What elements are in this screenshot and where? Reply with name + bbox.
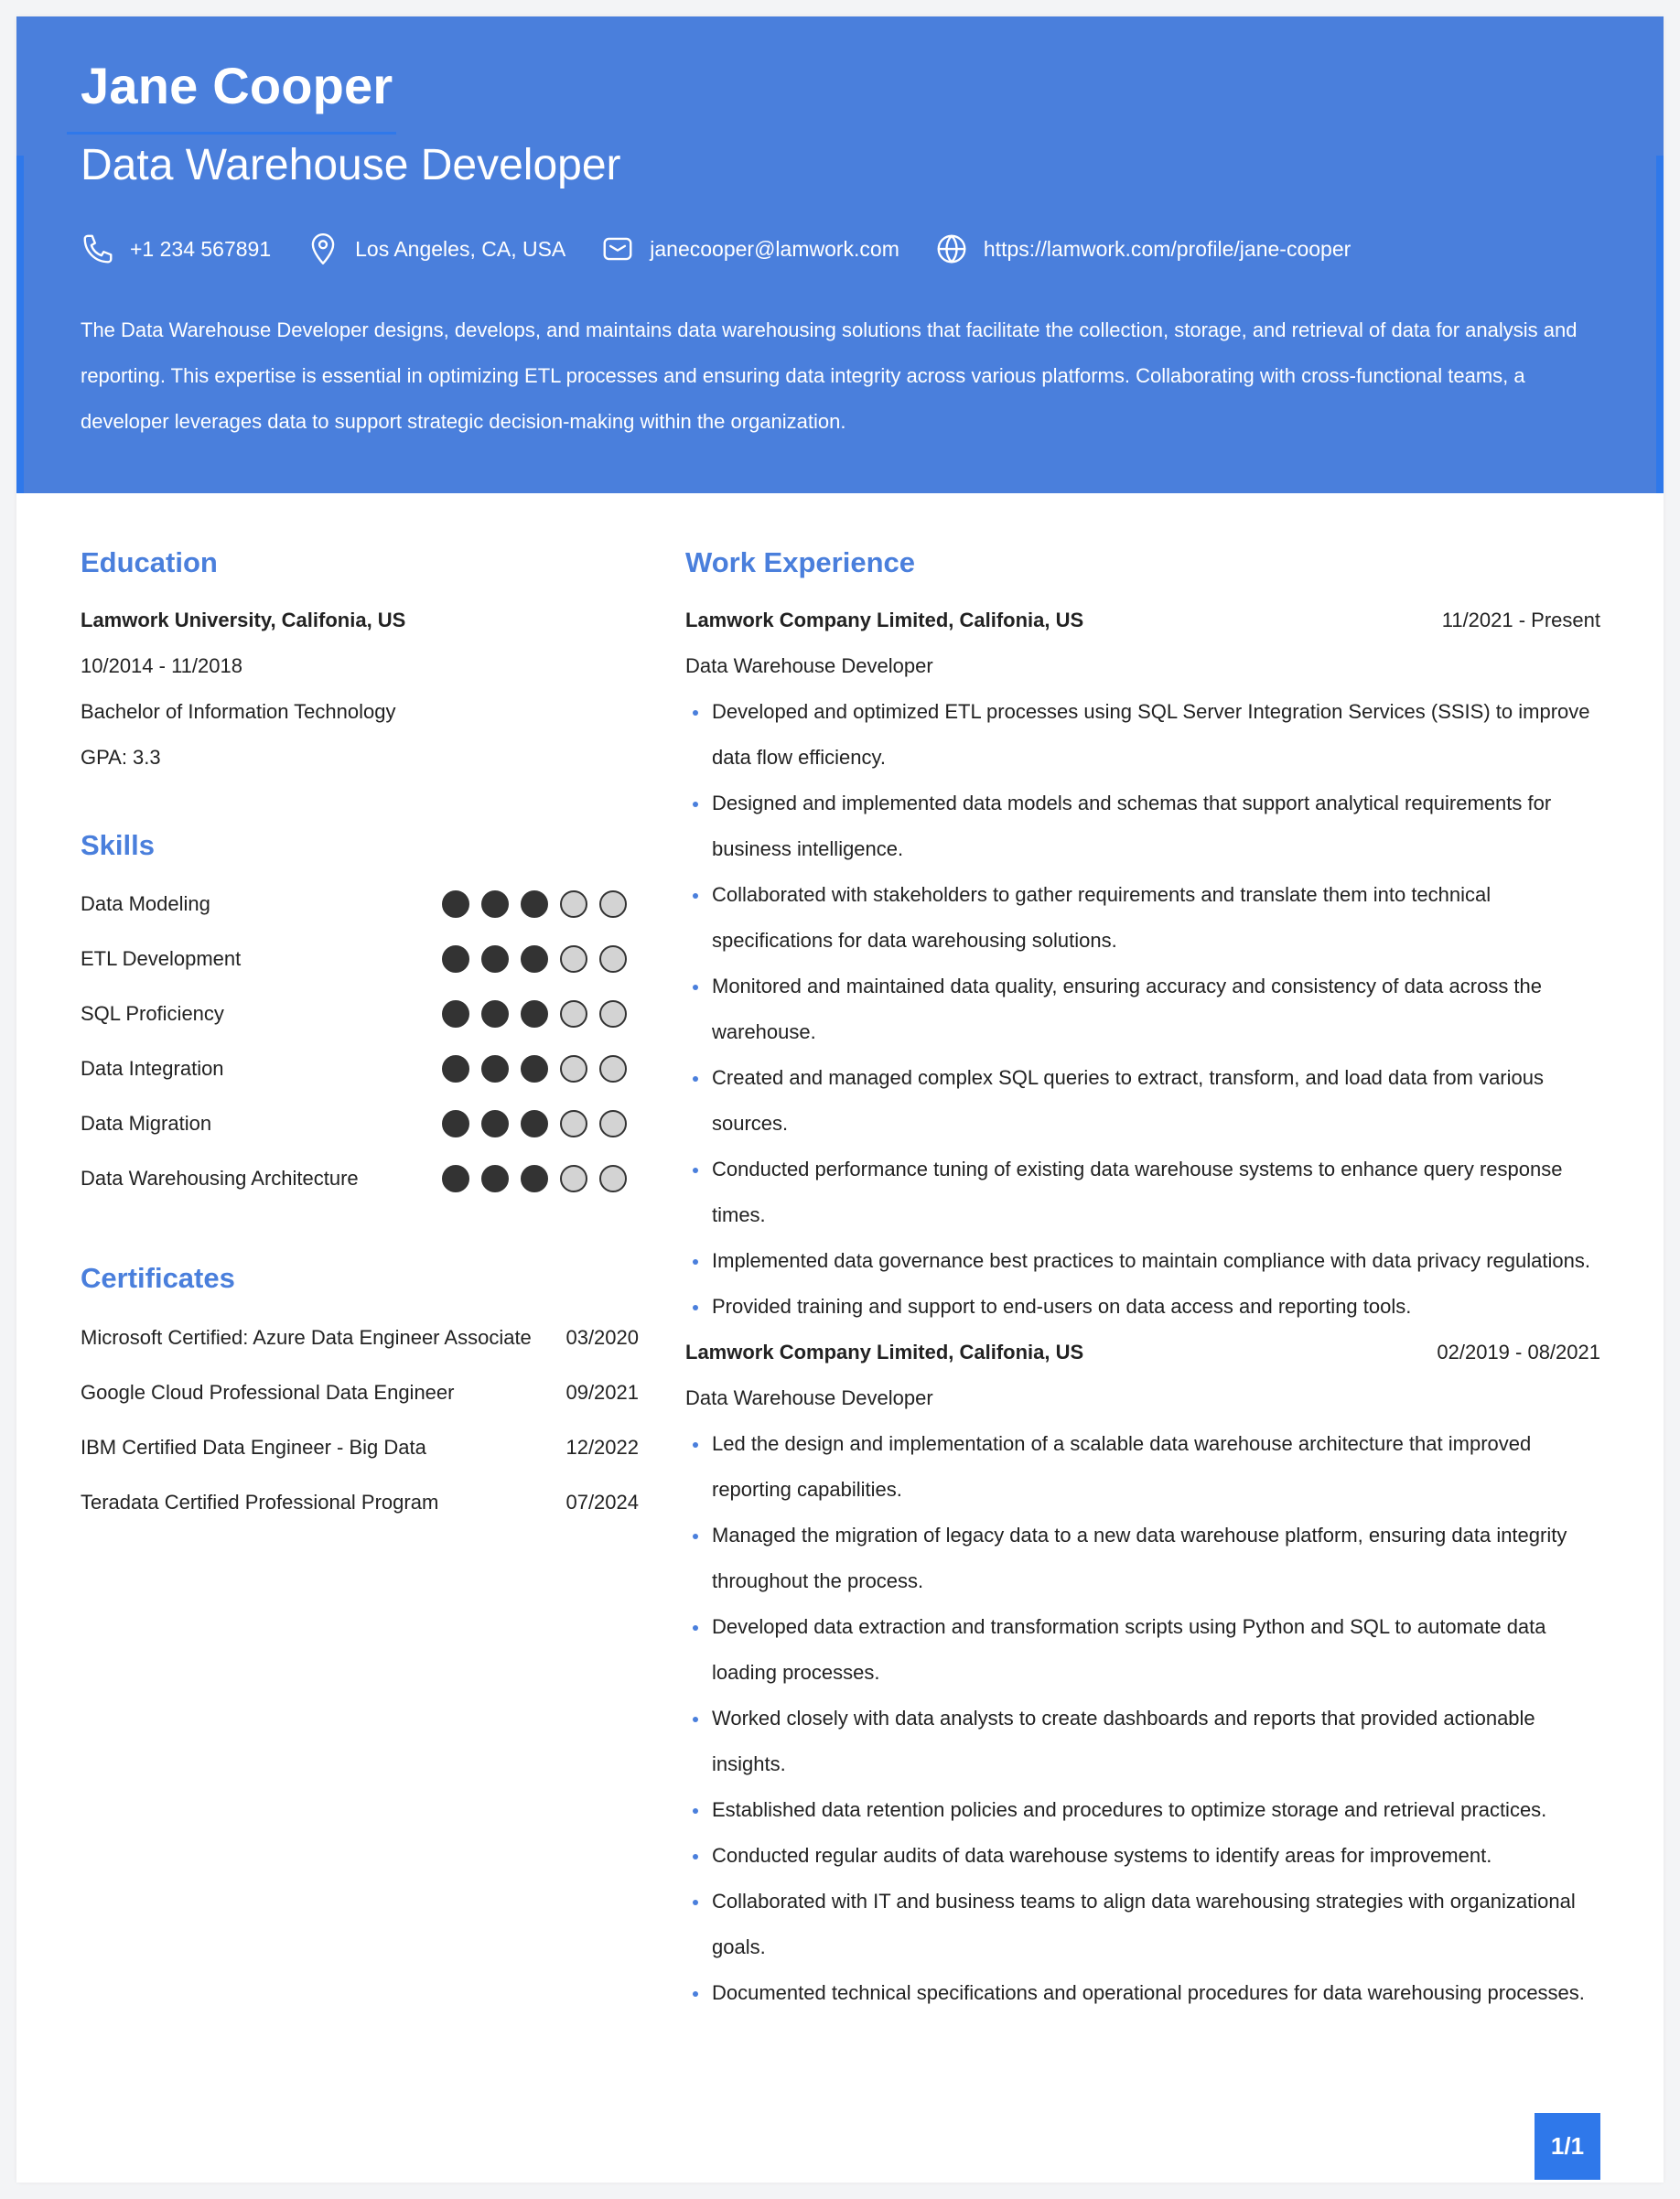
rating-dot-empty: [599, 1165, 627, 1192]
skill-name: Data Modeling: [81, 892, 210, 916]
job-bullet: Created and managed complex SQL queries to extract, transform, and load data from various sources.: [685, 1055, 1600, 1147]
candidate-name: Jane Cooper: [81, 57, 393, 114]
job-role: Data Warehouse Developer: [685, 1386, 933, 1410]
contact-website: [934, 232, 1351, 266]
rating-dot-empty: [560, 945, 587, 973]
skill-row: [81, 1096, 627, 1151]
work-experience-heading: Work Experience: [685, 546, 915, 578]
job-bullet: Developed and optimized ETL processes using SQL Server Integration Services (SSIS) to improve data flow efficiency.: [685, 689, 1600, 781]
rating-dot-filled: [481, 1165, 509, 1192]
job-bullet: Documented technical specifications and operational procedures for data warehousing processes.: [685, 1970, 1600, 2016]
job-entry: [685, 1330, 1600, 2016]
rating-dot-filled: [521, 890, 548, 918]
job-bullets: [685, 1421, 1600, 2016]
rating-dot-filled: [521, 945, 548, 973]
mail-icon: [600, 232, 635, 266]
rating-dot-empty: [560, 1000, 587, 1028]
contact-location: [306, 232, 565, 266]
job-dates: 02/2019 - 08/2021: [1437, 1341, 1600, 1364]
certificate-row: [81, 1420, 639, 1475]
rating-dot-filled: [521, 1165, 548, 1192]
rating-dot-empty: [599, 1055, 627, 1083]
rating-dot-empty: [599, 1000, 627, 1028]
profile-summary: The Data Warehouse Developer designs, develops, and maintains data warehousing solutions that facilitate the collection, storage, and retrieval of data for analysis and reporting. This expertise is essential in optimizing ETL processes and ensuring data integrity across various platforms. Collaborating with cross-functional teams, a developer leverages data to support strategic decision-making within the organization.: [81, 318, 1578, 433]
contact-bar: [81, 227, 1385, 271]
right-column: [685, 545, 1600, 2016]
education-gpa: GPA: 3.3: [81, 746, 161, 770]
job-bullet: Monitored and maintained data quality, ensuring accuracy and consistency of data across the warehouse.: [685, 964, 1600, 1055]
rating-dot-filled: [521, 1055, 548, 1083]
job-bullet: Collaborated with IT and business teams to align data warehousing strategies with organizational goals.: [685, 1879, 1600, 1970]
certificate-date: 12/2022: [565, 1435, 639, 1459]
location-text: Los Angeles, CA, USA: [355, 236, 566, 261]
rating-dot-empty: [599, 890, 627, 918]
resume-page: [16, 16, 1664, 2183]
website-text: https://lamwork.com/profile/jane-cooper: [983, 236, 1352, 261]
job-company: Lamwork Company Limited, Califonia, US: [685, 1341, 1084, 1364]
job-header: [685, 598, 1600, 643]
skills-heading: Skills: [81, 829, 155, 862]
page-indicator: 1/1: [1535, 2113, 1600, 2180]
job-title: Data Warehouse Developer: [81, 141, 621, 189]
certificate-date: 03/2020: [565, 1325, 639, 1349]
job-bullet: Developed data extraction and transformation scripts using Python and SQL to automate data loading processes.: [685, 1604, 1600, 1696]
skill-rating: [430, 1055, 627, 1083]
education-dates: 10/2014 - 11/2018: [81, 654, 242, 678]
skill-row: [81, 877, 627, 932]
rating-dot-filled: [481, 1000, 509, 1028]
job-bullet: Established data retention policies and procedures to optimize storage and retrieval practices.: [685, 1787, 1600, 1833]
email-text: janecooper@lamwork.com: [650, 236, 899, 261]
rating-dot-empty: [599, 945, 627, 973]
certificates-heading: Certificates: [81, 1262, 235, 1295]
rating-dot-filled: [481, 1110, 509, 1137]
header-accent-left: [16, 156, 24, 493]
certificate-row: [81, 1310, 639, 1365]
skill-name: SQL Proficiency: [81, 1002, 224, 1026]
job-header: [685, 1330, 1600, 1375]
skill-row: [81, 986, 627, 1041]
skill-row: [81, 932, 627, 986]
certificate-row: [81, 1365, 639, 1420]
job-entry: [685, 598, 1600, 1330]
certificates-list: [81, 1310, 639, 1530]
job-bullet: Collaborated with stakeholders to gather requirements and translate them into technical specifications for data warehousing solutions.: [685, 872, 1600, 964]
rating-dot-filled: [442, 890, 469, 918]
left-column: [81, 545, 639, 1530]
phone-text: +1 234 567891: [130, 236, 272, 261]
rating-dot-filled: [481, 890, 509, 918]
certificate-name: Microsoft Certified: Azure Data Engineer Associate: [81, 1325, 532, 1349]
contact-phone: [81, 232, 271, 266]
skill-rating: [430, 1000, 627, 1028]
education-school: Lamwork University, Califonia, US: [81, 609, 406, 632]
phone-icon: [81, 232, 115, 266]
contact-email: [600, 232, 899, 266]
job-bullet: Conducted regular audits of data warehouse systems to identify areas for improvement.: [685, 1833, 1600, 1879]
rating-dot-filled: [442, 1000, 469, 1028]
skill-name: Data Migration: [81, 1112, 212, 1136]
rating-dot-filled: [442, 1110, 469, 1137]
job-bullet: Provided training and support to end-users on data access and reporting tools.: [685, 1284, 1600, 1330]
job-bullet: Managed the migration of legacy data to a new data warehouse platform, ensuring data integrity throughout the process.: [685, 1513, 1600, 1604]
skill-name: Data Integration: [81, 1057, 224, 1081]
rating-dot-empty: [560, 1165, 587, 1192]
job-dates: 11/2021 - Present: [1441, 609, 1600, 632]
rating-dot-empty: [560, 1055, 587, 1083]
skill-rating: [430, 945, 627, 973]
job-role: Data Warehouse Developer: [685, 654, 933, 678]
skill-rating: [430, 1165, 627, 1192]
skill-row: [81, 1151, 627, 1206]
certificate-date: 09/2021: [565, 1380, 639, 1404]
job-bullet: Conducted performance tuning of existing data warehouse systems to enhance query response times.: [685, 1147, 1600, 1238]
skill-rating: [430, 1110, 627, 1137]
rating-dot-filled: [442, 945, 469, 973]
rating-dot-filled: [442, 1055, 469, 1083]
certificate-name: Google Cloud Professional Data Engineer: [81, 1380, 455, 1404]
work-experience-section: [685, 545, 1600, 2016]
skill-row: [81, 1041, 627, 1096]
rating-dot-filled: [521, 1110, 548, 1137]
job-bullet: Designed and implemented data models and schemas that support analytical requirements for business intelligence.: [685, 781, 1600, 872]
rating-dot-empty: [599, 1110, 627, 1137]
education-heading: Education: [81, 546, 218, 578]
skills-list: [81, 877, 639, 1206]
skill-rating: [430, 890, 627, 918]
certificate-row: [81, 1475, 639, 1530]
rating-dot-filled: [521, 1000, 548, 1028]
certificate-date: 07/2024: [565, 1490, 639, 1514]
location-pin-icon: [306, 232, 340, 266]
rating-dot-filled: [481, 1055, 509, 1083]
rating-dot-filled: [481, 945, 509, 973]
education-degree: Bachelor of Information Technology: [81, 700, 396, 724]
header-accent-right: [1656, 156, 1664, 493]
job-bullet: Worked closely with data analysts to create dashboards and reports that provided actionable insights.: [685, 1696, 1600, 1787]
jobs-list: [685, 598, 1600, 2016]
job-bullet: Implemented data governance best practices to maintain compliance with data privacy regulations.: [685, 1238, 1600, 1284]
name-underline: [67, 132, 396, 135]
education-section: [81, 545, 639, 781]
skill-name: ETL Development: [81, 947, 242, 971]
rating-dot-filled: [442, 1165, 469, 1192]
resume-header: [16, 16, 1664, 493]
job-bullets: [685, 689, 1600, 1330]
certificates-section: [81, 1261, 639, 1529]
job-bullet: Led the design and implementation of a scalable data warehouse architecture that improved reporting capabilities.: [685, 1421, 1600, 1513]
rating-dot-empty: [560, 890, 587, 918]
job-company: Lamwork Company Limited, Califonia, US: [685, 609, 1084, 632]
skill-name: Data Warehousing Architecture: [81, 1167, 359, 1191]
certificate-name: IBM Certified Data Engineer - Big Data: [81, 1435, 426, 1459]
skills-section: [81, 828, 639, 1206]
rating-dot-empty: [560, 1110, 587, 1137]
certificate-name: Teradata Certified Professional Program: [81, 1490, 439, 1514]
globe-icon: [934, 232, 969, 266]
